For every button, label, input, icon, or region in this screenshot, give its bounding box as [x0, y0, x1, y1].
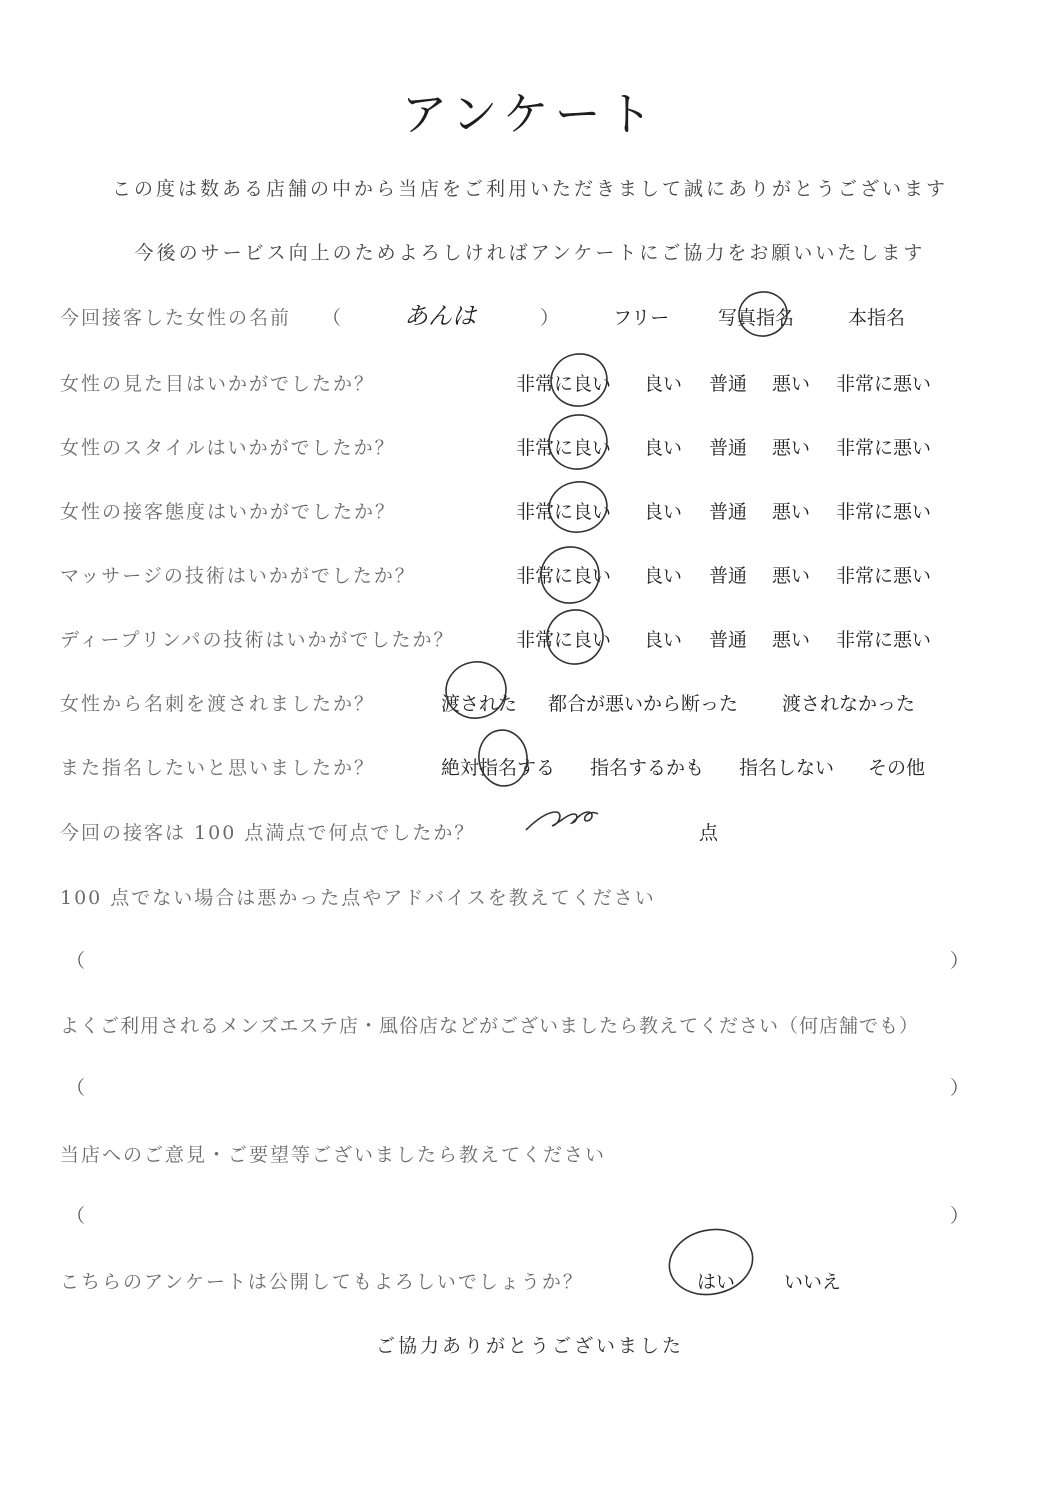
rating-very-bad[interactable]: 非常に悪い	[836, 501, 932, 523]
option-received[interactable]: 渡された	[441, 693, 518, 715]
option-photo-nomination[interactable]: 写真指名	[718, 307, 795, 329]
opinion-answer-field[interactable]	[95, 1201, 935, 1225]
rating-good[interactable]: 良い	[644, 501, 683, 523]
handwritten-name: あんは	[404, 302, 476, 330]
advice-close-paren: ）	[950, 950, 970, 972]
option-no[interactable]: いいえ	[784, 1271, 842, 1293]
rating-good[interactable]: 良い	[644, 565, 683, 587]
rating-bad[interactable]: 悪い	[772, 437, 811, 459]
rating-very-good[interactable]: 非常に良い	[516, 501, 612, 523]
advice-open-paren: （	[66, 950, 86, 972]
question-opinion: 当店へのご意見・ご要望等ございましたら教えてください	[60, 1144, 607, 1166]
rating-average[interactable]: 普通	[709, 501, 748, 523]
rating-good[interactable]: 良い	[644, 373, 683, 395]
rating-very-bad[interactable]: 非常に悪い	[836, 629, 932, 651]
rating-average[interactable]: 普通	[709, 373, 748, 395]
option-other[interactable]: その他	[868, 757, 926, 779]
closing-message: ご協力ありがとうございました	[375, 1335, 684, 1357]
opinion-close-paren: ）	[950, 1205, 970, 1227]
rating-bad[interactable]: 悪い	[772, 373, 811, 395]
question-publish: こちらのアンケートは公開してもよろしいでしょうか？	[60, 1271, 584, 1293]
question-deep-lymph: ディープリンパの技術はいかがでしたか？	[60, 629, 455, 651]
rating-very-bad[interactable]: 非常に悪い	[836, 565, 932, 587]
question-nominate-again: また指名したいと思いましたか？	[60, 757, 376, 779]
rating-good[interactable]: 良い	[644, 629, 683, 651]
rating-average[interactable]: 普通	[709, 565, 748, 587]
option-main-nomination[interactable]: 本指名	[848, 307, 906, 329]
shops-open-paren: （	[66, 1077, 86, 1099]
rating-very-good[interactable]: 非常に良い	[516, 565, 612, 587]
page-title: アンケート	[401, 87, 659, 141]
advice-answer-field[interactable]	[95, 946, 935, 970]
question-business-card: 女性から名刺を渡されましたか？	[60, 693, 376, 715]
shops-close-paren: ）	[950, 1077, 970, 1099]
option-definitely[interactable]: 絶対指名する	[441, 757, 556, 779]
question-appearance: 女性の見た目はいかがでしたか？	[60, 373, 376, 395]
option-no[interactable]: 指名しない	[739, 757, 835, 779]
question-other-shops: よくご利用されるメンズエステ店・風俗店などがございましたら教えてください（何店舗でも）	[60, 1015, 920, 1037]
score-unit: 点	[699, 822, 719, 844]
question-attitude: 女性の接客態度はいかがでしたか？	[60, 501, 397, 523]
opinion-open-paren: （	[66, 1205, 86, 1227]
rating-bad[interactable]: 悪い	[772, 501, 811, 523]
rating-very-bad[interactable]: 非常に悪い	[836, 437, 932, 459]
rating-average[interactable]: 普通	[709, 437, 748, 459]
question-style: 女性のスタイルはいかがでしたか？	[60, 437, 396, 459]
name-close-paren: ）	[540, 307, 560, 329]
handwritten-score	[540, 802, 582, 827]
option-free[interactable]: フリー	[613, 307, 670, 329]
option-not-received[interactable]: 渡されなかった	[782, 693, 916, 715]
rating-bad[interactable]: 悪い	[772, 629, 811, 651]
rating-very-good[interactable]: 非常に良い	[516, 437, 612, 459]
rating-very-good[interactable]: 非常に良い	[516, 629, 612, 651]
intro-line-2: 今後のサービス向上のためよろしければアンケートにご協力をお願いいたします	[134, 242, 926, 264]
intro-line-1: この度は数ある店舗の中から当店をご利用いただきまして誠にありがとうございます	[111, 178, 948, 200]
question-massage: マッサージの技術はいかがでしたか？	[60, 565, 416, 587]
rating-bad[interactable]: 悪い	[772, 565, 811, 587]
rating-very-good[interactable]: 非常に良い	[516, 373, 612, 395]
option-yes[interactable]: はい	[697, 1271, 736, 1293]
question-advice: 100 点でない場合は悪かった点やアドバイスを教えてください	[60, 887, 656, 909]
name-question-label: 今回接客した女性の名前	[60, 307, 292, 329]
rating-good[interactable]: 良い	[644, 437, 683, 459]
name-open-paren: （	[322, 307, 342, 329]
option-declined[interactable]: 都合が悪いから断った	[548, 693, 739, 715]
option-maybe[interactable]: 指名するかも	[590, 757, 705, 779]
question-score: 今回の接客は 100 点満点で何点でしたか？	[60, 822, 476, 844]
rating-very-bad[interactable]: 非常に悪い	[836, 373, 932, 395]
rating-average[interactable]: 普通	[709, 629, 748, 651]
shops-answer-field[interactable]	[95, 1073, 935, 1097]
